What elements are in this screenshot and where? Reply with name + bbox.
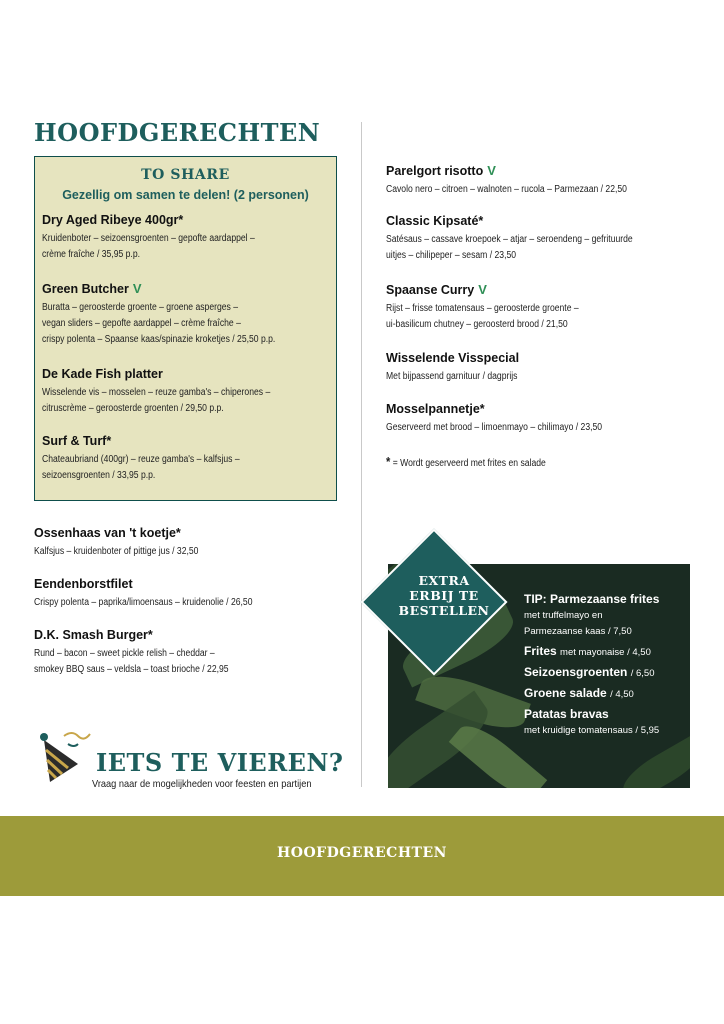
extra-item	[524, 665, 686, 681]
menu-dish	[386, 351, 716, 385]
badge-line: BESTELLEN	[398, 603, 490, 618]
to-share-box	[34, 156, 337, 501]
note-text: = Wordt geserveerd met frites en salade	[392, 458, 546, 469]
extra-badge-label	[380, 573, 508, 618]
extra-item-detail: met mayonaise / 4,50	[560, 647, 651, 658]
dish-name: De Kade Fish platter	[42, 367, 163, 381]
dish-description: Geserveerd met brood – limoenmayo – chilimayo / 23,50	[386, 422, 603, 433]
dish-name: Green Butcher	[42, 282, 129, 296]
fries-salad-note	[386, 454, 546, 469]
vegan-icon: V	[132, 281, 142, 296]
dish-description: Kruidenboter – seizoensgroenten – gepofte aardappel – crème fraîche / 35,95 p.p.	[42, 233, 255, 260]
dish-name: Wisselende Visspecial	[386, 351, 520, 365]
extra-item-name: Groene salade	[524, 686, 607, 700]
dish-name: Ossenhaas van 't koetje*	[34, 526, 181, 540]
extra-item-name: TIP: Parmezaanse frites	[524, 592, 660, 606]
share-subtitle: Gezellig om samen te delen! (2 personen)	[62, 188, 309, 202]
dish-description: Satésaus – cassave kroepoek – atjar – seroendeng – gefrituurde uitjes – chilipeper – sesam / 23,50	[386, 234, 633, 261]
menu-dish	[34, 577, 364, 611]
dish-description: Wisselende vis – mosselen – reuze gamba's – chiperones – citruscrème – geroosterde groenten / 29,50 p.p.	[42, 387, 271, 414]
dish-name: D.K. Smash Burger*	[34, 628, 153, 642]
extra-item-name: Patatas bravas	[524, 707, 609, 721]
extra-item-name: Frites	[524, 644, 557, 658]
badge-line: ERBIJ TE	[409, 588, 479, 603]
extra-item	[524, 707, 686, 738]
footer-band	[0, 816, 724, 896]
dish-name: Eendenborstfilet	[34, 577, 133, 591]
menu-dish	[34, 628, 364, 678]
dish-description: Chateaubriand (400gr) – reuze gamba's – kalfsjus – seizoensgroenten / 33,95 p.p.	[42, 454, 240, 481]
share-dish	[42, 281, 372, 348]
extra-item-detail: / 6,50	[630, 668, 655, 679]
extra-items-list	[524, 592, 686, 743]
page-title: HOOFDGERECHTEN	[34, 118, 321, 147]
dish-description: Cavolo nero – citroen – walnoten – rucola – Parmezaan / 22,50	[386, 184, 627, 195]
menu-dish	[34, 526, 364, 560]
extra-item	[524, 686, 686, 702]
dish-description: Rund – bacon – sweet pickle relish – cheddar – smokey BBQ saus – veldsla – toast brioche / 22,95	[34, 648, 229, 675]
extra-item	[524, 592, 686, 639]
dish-name: Classic Kipsaté*	[386, 214, 484, 228]
dish-name: Dry Aged Ribeye 400gr*	[42, 213, 184, 227]
dish-name: Parelgort risotto	[386, 164, 484, 178]
party-hat-icon	[38, 728, 92, 786]
vegan-icon: V	[478, 282, 487, 297]
dish-name: Spaanse Curry	[386, 283, 475, 297]
badge-line: EXTRA	[418, 573, 470, 588]
dish-description: Rijst – frisse tomatensaus – geroosterde groente – ui-basilicum chutney – geroosterd brood / 21,50	[386, 303, 579, 330]
vegan-icon: V	[487, 163, 496, 178]
extra-item-detail: met kruidige tomatensaus / 5,95	[524, 725, 660, 736]
extra-item-detail: Parmezaanse kaas / 7,50	[524, 626, 632, 637]
party-subtitle: Vraag naar de mogelijkheden voor feesten en partijen	[92, 778, 312, 790]
extra-item-detail: met truffelmayo en	[524, 610, 603, 621]
share-dish	[42, 434, 372, 484]
extra-item-name: Seizoensgroenten	[524, 665, 628, 679]
menu-dish	[386, 214, 716, 264]
menu-dish	[386, 282, 716, 333]
footer-label: HOOFDGERECHTEN	[277, 845, 447, 861]
menu-dish	[386, 163, 716, 198]
dish-name: Mosselpannetje*	[386, 402, 485, 416]
dish-name: Surf & Turf*	[42, 434, 112, 448]
party-title: IETS TE VIEREN?	[96, 748, 344, 777]
dish-description: Crispy polenta – paprika/limoensaus – kruidenolie / 26,50	[34, 597, 253, 608]
dish-description: Met bijpassend garnituur / dagprijs	[386, 371, 518, 382]
extra-item	[524, 644, 686, 660]
share-dish	[42, 213, 372, 263]
share-dish	[42, 367, 372, 417]
extra-item-detail: / 4,50	[610, 689, 634, 700]
menu-dish	[386, 402, 716, 436]
asterisk-icon: *	[386, 454, 391, 469]
share-title: TO SHARE	[141, 167, 230, 183]
dish-description: Kalfsjus – kruidenboter of pittige jus / 32,50	[34, 546, 199, 557]
dish-description: Buratta – geroosterde groente – groene asperges – vegan sliders – gepofte aardappel – crème fraîche – crispy polenta – Spaanse kaas/spinazie kroketjes / 25,50 p.p.	[42, 302, 276, 345]
